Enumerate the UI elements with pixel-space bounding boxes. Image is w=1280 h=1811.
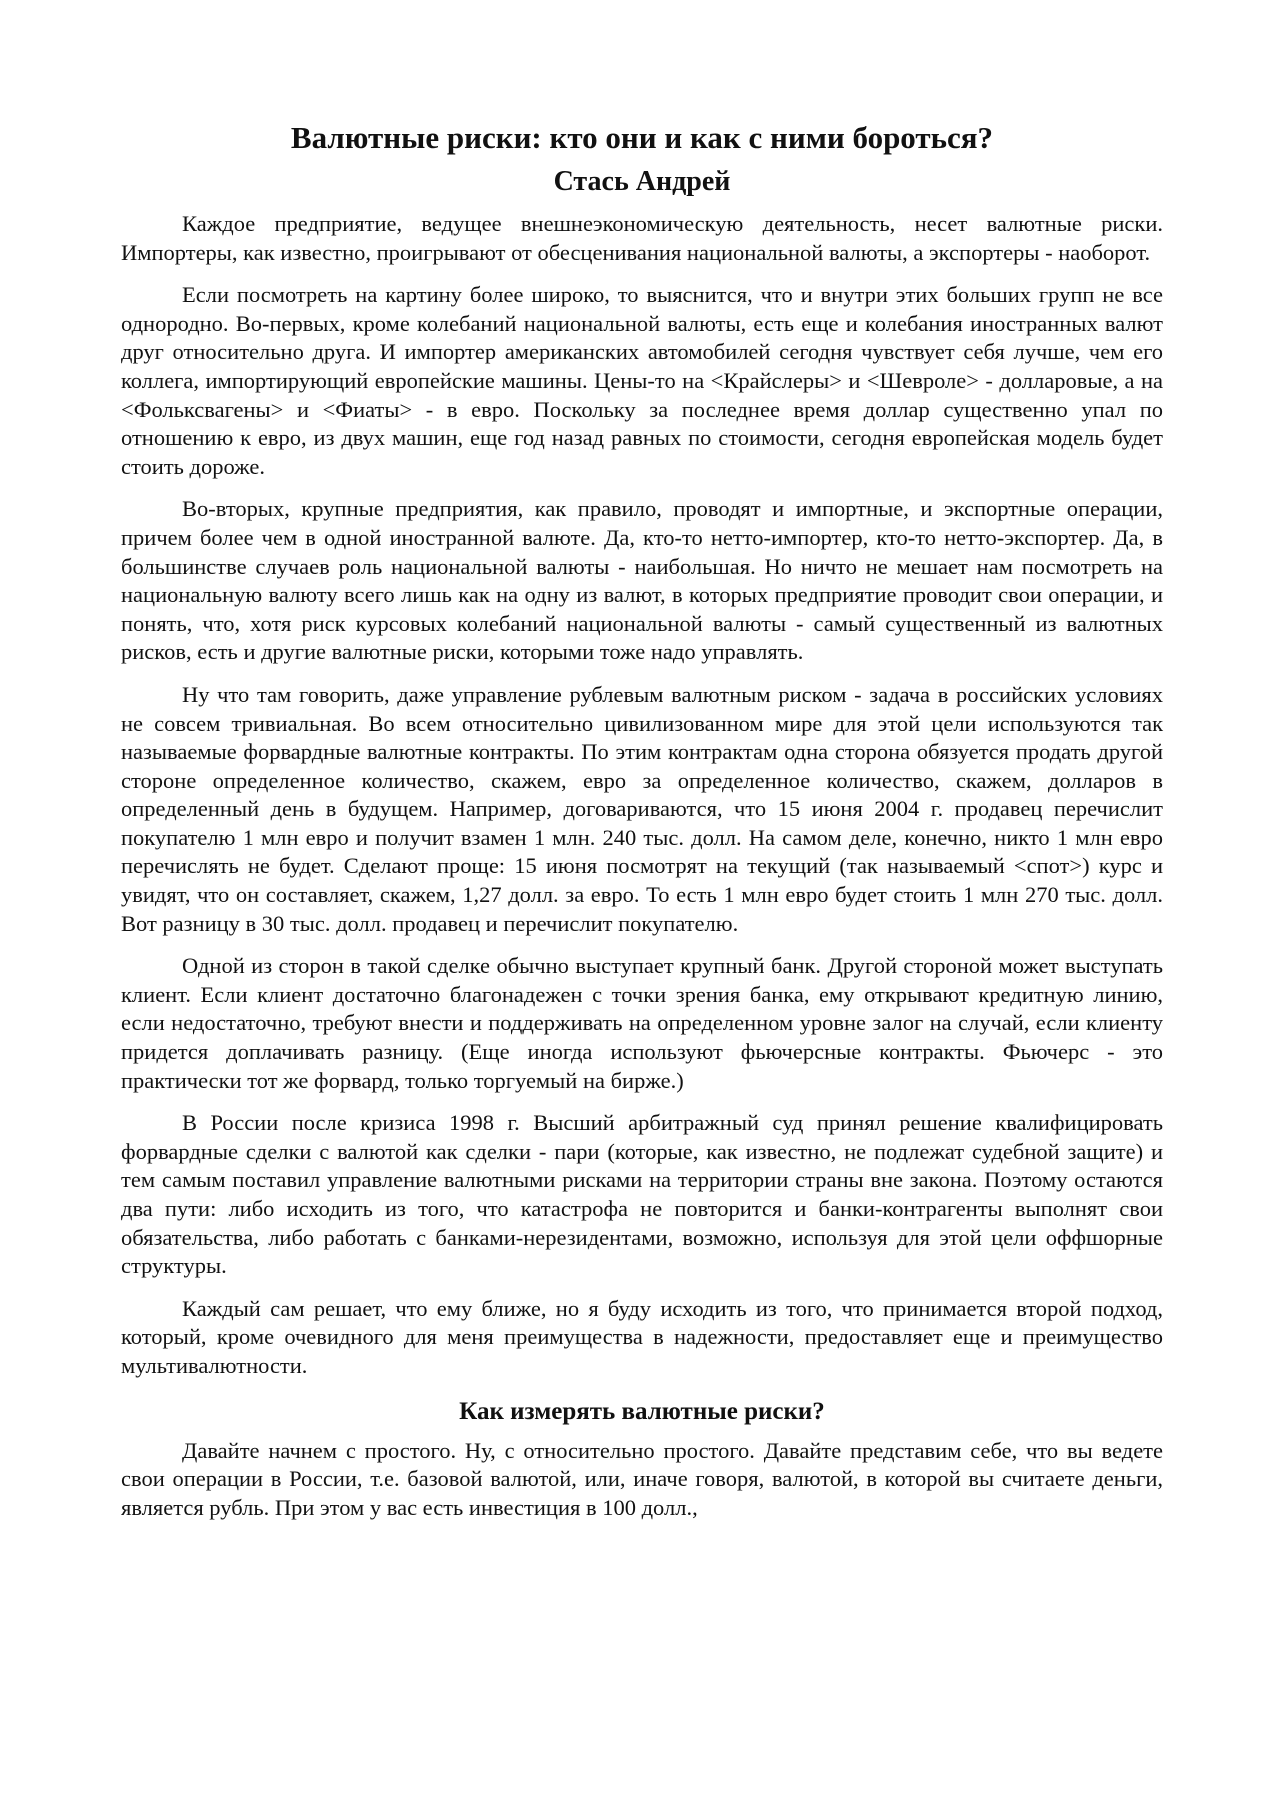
paragraph-7: Каждый сам решает, что ему ближе, но я буду исходить из того, что принимается второй подход, который, кроме очевидного для меня преимущества в надежности, предоставляет еще и преимущество мультивалютности.: [121, 1295, 1163, 1378]
section-paragraph-1: Давайте начнем с простого. Ну, с относительно простого. Давайте представим себе, что вы ведете свои операции в России, т.е. базовой валютой, или, иначе говоря, валютой, в которой вы считаете деньги, является рубль. При этом у вас есть инвестиция в 100 долл.,: [121, 1437, 1163, 1520]
paragraph-1: Каждое предприятие, ведущее внешнеэкономическую деятельность, несет валютные риски. Импортеры, как известно, проигрывают от обесценивания национальной валюты, а экспортеры - наоборот.: [121, 211, 1163, 265]
paragraph-4: Ну что там говорить, даже управление рублевым валютным риском - задача в российских условиях не совсем тривиальная. Во всем относительно цивилизованном мире для этой цели используются так называемые форвардные валютные контракты. По этим контрактам одна сторона обязуется продать другой стороне определенное количество, скажем, евро за определенное количество, скажем, долларов в определенный день в будущем. Например, договариваются, что 15 июня 2004 г. продавец перечислит покупателю 1 млн евро и получит взамен 1 млн. 240 тыс. долл. На самом деле, конечно, никто 1 млн евро перечислять не будет. Сделают проще: 15 июня посмотрят на текущий (так называемый <спот>) курс и увидят, что он составляет, скажем, 1,27 долл. за евро. То есть 1 млн евро будет стоить 1 млн 270 тыс. долл. Вот разницу в 30 тыс. долл. продавец и перечислит покупателю.: [121, 681, 1163, 936]
paragraph-5: Одной из сторон в такой сделке обычно выступает крупный банк. Другой стороной может выступать клиент. Если клиент достаточно благонадежен с точки зрения банка, ему открывают кредитную линию, если недостаточно, требуют внести и поддерживать на определенном уровне залог на случай, если клиенту придется доплачивать разницу. (Еще иногда используют фьючерсные контракты. Фьючерс - это практически тот же форвард, только торгуемый на бирже.): [121, 953, 1163, 1093]
document-body: [121, 118, 1163, 1536]
document-title: Валютные риски: кто они и как с ними бороться?: [290, 120, 994, 155]
paragraph-2: Если посмотреть на картину более широко, то выяснится, что и внутри этих больших групп не все однородно. Во-первых, кроме колебаний национальной валюты, есть еще и колебания иностранных валют друг относительно друга. И импортер американских автомобилей сегодня чувствует себя лучше, чем его коллега, импортирующий европейские машины. Цены-то на <Крайслеры> и <Шевроле> - долларовые, а на <Фольксвагены> и <Фиаты> - в евро. Поскольку за последнее время доллар существенно упал по отношению к евро, из двух машин, еще год назад равных по стоимости, сегодня европейская модель будет стоить дороже.: [121, 282, 1163, 479]
paragraph-6: В России после кризиса 1998 г. Высший арбитражный суд принял решение квалифицировать форвардные сделки с валютой как сделки - пари (которые, как известно, не подлежат судебной защите) и тем самым поставил управление валютными рисками на территории страны вне закона. Поэтому остаются два пути: либо исходить из того, что катастрофа не повторится и банки-контрагенты выполнят свои обязательства, либо работать с банками-нерезидентами, возможно, используя для этой цели оффшорные структуры.: [121, 1110, 1163, 1279]
section-heading: Как измерять валютные риски?: [459, 1397, 825, 1425]
document-author: Стась Андрей: [553, 166, 731, 197]
paragraph-3: Во-вторых, крупные предприятия, как правило, проводят и импортные, и экспортные операции, причем более чем в одной иностранной валюте. Да, кто-то нетто-импортер, кто-то нетто-экспортер. Да, в большинстве случаев роль национальной валюты - наибольшая. Но ничто не мешает нам посмотреть на национальную валюту всего лишь как на одну из валют, в которых предприятие проводит свои операции, и понять, что, хотя риск курсовых колебаний национальной валюты - самый существенный из валютных рисков, есть и другие валютные риски, которыми тоже надо управлять.: [121, 496, 1163, 665]
